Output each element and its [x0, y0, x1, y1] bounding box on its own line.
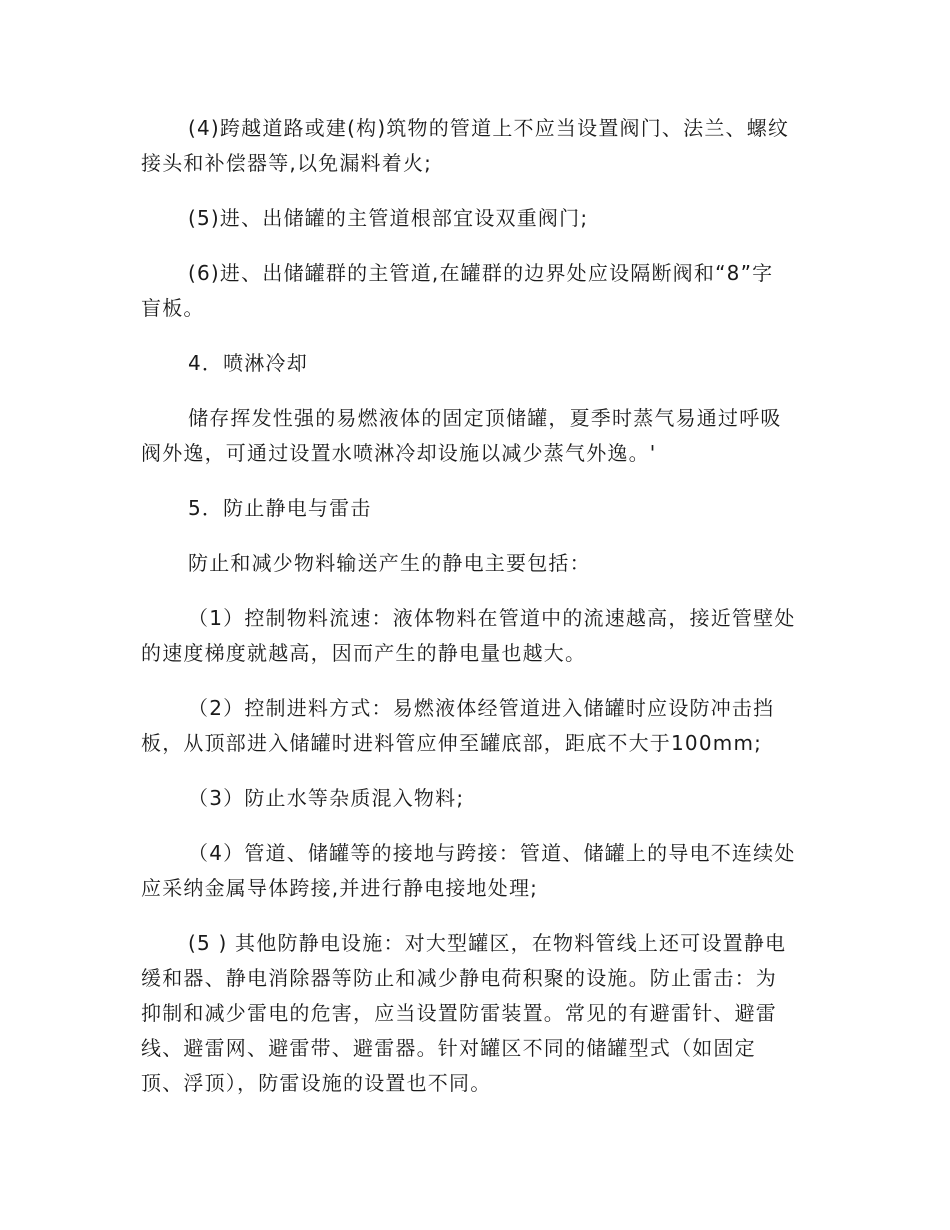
static-4-line-1: （4）管道、储罐等的接地与跨接：管道、储罐上的导电不连续处: [188, 841, 796, 865]
item-5-line-1: (5)进、出储罐的主管道根部宜设双重阀门;: [188, 206, 589, 230]
static-intro-line-1: 防止和减少物料输送产生的静电主要包括：: [188, 551, 591, 575]
static-5-line-3: 抑制和减少雷电的危害，应当设置防雷装置。常见的有避雷针、避雷: [141, 1001, 777, 1025]
static-3-line-1: （3）防止水等杂质混入物料;: [188, 786, 465, 810]
static-2-line-2: 板，从顶部进入储罐时进料管应伸至罐底部，距底不大于100mm;: [141, 731, 763, 755]
static-1-line-1: （1）控制物料流速：液体物料在管道中的流速越高，接近管壁处: [188, 606, 796, 630]
section-heading-static-lightning: 5．防止静电与雷击: [188, 496, 372, 520]
spray-body-line-2: 阀外逸，可通过设置水喷淋冷却设施以减少蒸气外逸。': [141, 441, 657, 465]
item-4-line-2: 接头和补偿器等,以免漏料着火;: [141, 151, 433, 175]
static-1-line-2: 的速度梯度就越高，因而产生的静电量也越大。: [141, 641, 587, 665]
item-4-line-1: (4)跨越道路或建(构)筑物的管道上不应当设置阀门、法兰、螺纹: [188, 116, 790, 140]
static-5-line-2: 缓和器、静电消除器等防止和减少静电荷积聚的设施。防止雷击：为: [141, 966, 777, 990]
section-heading-spray-cooling: 4．喷淋冷却: [188, 351, 308, 375]
static-4-line-2: 应采纳金属导体跨接,并进行静电接地处理;: [141, 876, 539, 900]
item-6-line-2: 盲板。: [141, 296, 205, 320]
static-5-line-1: (5 ) 其他防静电设施：对大型罐区，在物料管线上还可设置静电: [188, 931, 787, 955]
static-2-line-1: （2）控制进料方式：易燃液体经管道进入储罐时应设防冲击挡: [188, 696, 775, 720]
item-6-line-1: (6)进、出储罐群的主管道,在罐群的边界处应设隔断阀和“8”字: [188, 261, 774, 285]
static-5-line-5: 顶、浮顶），防雷设施的设置也不同。: [141, 1071, 492, 1095]
static-5-line-4: 线、避雷网、避雷带、避雷器。针对罐区不同的储罐型式（如固定: [141, 1036, 756, 1060]
spray-body-line-1: 储存挥发性强的易燃液体的固定顶储罐，夏季时蒸气易通过呼吸: [188, 406, 782, 430]
